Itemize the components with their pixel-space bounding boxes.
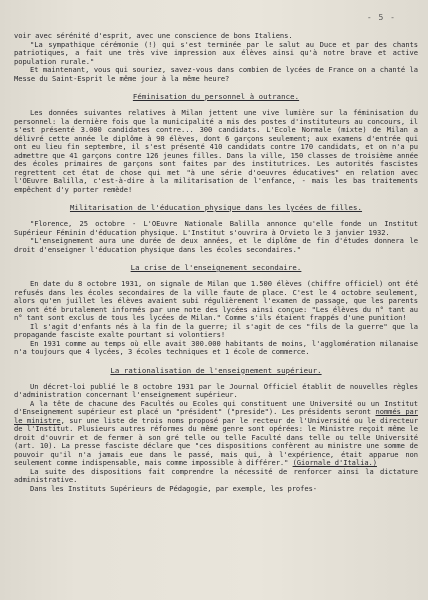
underlined-phrase: nommés par le ministre (14, 407, 418, 425)
intro-question: Et maintenant, vous qui souriez, savez-vous dans combien de lycées de France on a chanté la Messe du Saint-Esprit le même jour à la même heure? (14, 65, 418, 83)
militarisation-paragraph-2: "L'enseignement aura une durée de deux années, et le diplôme de fin d'études donnera le droit d'enseigner l'éducation physique dans les écoles secondaires." (14, 236, 418, 254)
rationalisation-paragraph-4: Dans les Instituts Supérieurs de Pédagogie, par exemple, les profes- (30, 483, 318, 493)
citation: (Giornale d'Italia.) (292, 458, 377, 467)
intro-quote: "La sympathique cérémonie (!) qui s'est terminée par le salut au Duce et par des chants patriotiques, a fait une très vive impression aux élèves ainsi qu'à notre brave et active population rurale." (14, 39, 418, 66)
section-heading-militarisation (14, 203, 418, 212)
intro-line-1: voir avec sérénité d'esprit, avec une conscience de bons Italiens. (14, 31, 293, 40)
crise-paragraph-3: En 1931 comme au temps où elle avait 300.000 habitants de moins, l'agglomération milanaise n'a toujours que 4 lycées, 3 écoles techniques et 1 école de commerce. (14, 338, 418, 356)
feminisation-paragraph: Les données suivantes relatives à Milan jettent une vive lumière sur la féminisation du personnel: la dernière fois que la municipalité a mis des postes d'instituteurs au concours, il s'est présenté 3.000 candidates contre... 300 candidats. L'Ecole Normale (mixte) de Milan a délivré cette année le diplôme à 90 élèves, dont 6 garçons seulement; aux examens d'entrée qui ont eu lieu fin septembre, il s'est présenté 410 candidats contre 170 candidats, et on n'a pu admettre que 41 garçons contre 126 jeunes filles. Dans la ville, 150 classes de troisième année des écoles primaires de garçons sont faites par des institutrices. Les autorités fascistes regrettent cet état de chose qui met "à une série d'oeuvres éducatives" en relation avec l'OEuvre Balilla, c'est-à-dire à la militarisation de l'enfance, - mais les bas traitements empêchent d'y porter remède! (14, 108, 418, 194)
heading-text: La crise de l'enseignement secondaire. (130, 263, 302, 272)
heading-text: La rationalisation de l'enseignement supérieur. (110, 365, 322, 375)
rationalisation-paragraph-1: Un décret-loi publié le 8 octobre 1931 par le Journal Officiel établit de nouvelles règles d'administration concernant l'enseignement supérieur. (14, 381, 418, 399)
militarisation-paragraph-1: "Florence, 25 octobre - L'OEuvre Nationale Balilla annonce qu'elle fonde un Institut Supérieur Féminin d'éducation physique. L'Institut s'ouvrira à Orvieto le 3 janvier 1932. (14, 219, 418, 237)
page-number: - 5 - (366, 13, 396, 22)
section-heading-rationalisation (14, 366, 418, 375)
rationalisation-paragraph-2 (14, 400, 418, 468)
rationalisation-paragraph-3: La suite des dispositions fait comprendre la nécessité de renforcer ainsi la dictature administrative. (14, 466, 418, 484)
text-run: , sur une liste de trois noms proposé par le recteur de l'Université ou le directeur de l'Institut. Plusieurs autres réformes du même genre sont opérées: le Ministre reçoit même le droit d'ouvrir et de fermer à son gré telle ou telle Faculté dans telle ou telle Université (art. 10). La presse fasciste déclare que "ces dispositions confèrent au ministre une somme de pouvoir qu'il n'a jamais eue dans le passé, mais qui, à l'expérience, était apparue non seulement comme indispensable, mais comme impossible à différer." (14, 415, 418, 467)
crise-paragraph-1: En date du 8 octobre 1931, on signale de Milan que 1.500 élèves (chiffre officiel) ont été refusés dans les écoles secondaires de la ville faute de place. C'est le 4 octobre seulement, alors qu'en juillet les élèves avaient subi régulièrement l'examen de passage, que les parents en ont été brutalement informés par une note des lycées ainsi conçue: "Les élèves du n° tant au n° tant sont exclus de tous les lycées de Milan." Comme s'ils étaient frappés d'une punition! (14, 279, 418, 322)
text-run: A la tête de chacune des Facultés ou Ecoles qui constituent une Université ou un Institut d'Enseignement supérieur est placé un "président" ("preside"). Les présidents seront (14, 398, 418, 416)
crise-paragraph-2: Il s'agit d'enfants nés à la fin de la guerre; il s'agit de ces "fils de la guerre" que la propagande fasciste exalte pourtant si volontiers! (14, 321, 418, 339)
heading-text: Militarisation de l'éducation physique dans les lycées de filles. (69, 203, 363, 212)
heading-text: Féminisation du personnel à outrance. (132, 92, 300, 101)
section-heading-crise (14, 263, 418, 272)
section-heading-feminisation (14, 92, 418, 101)
